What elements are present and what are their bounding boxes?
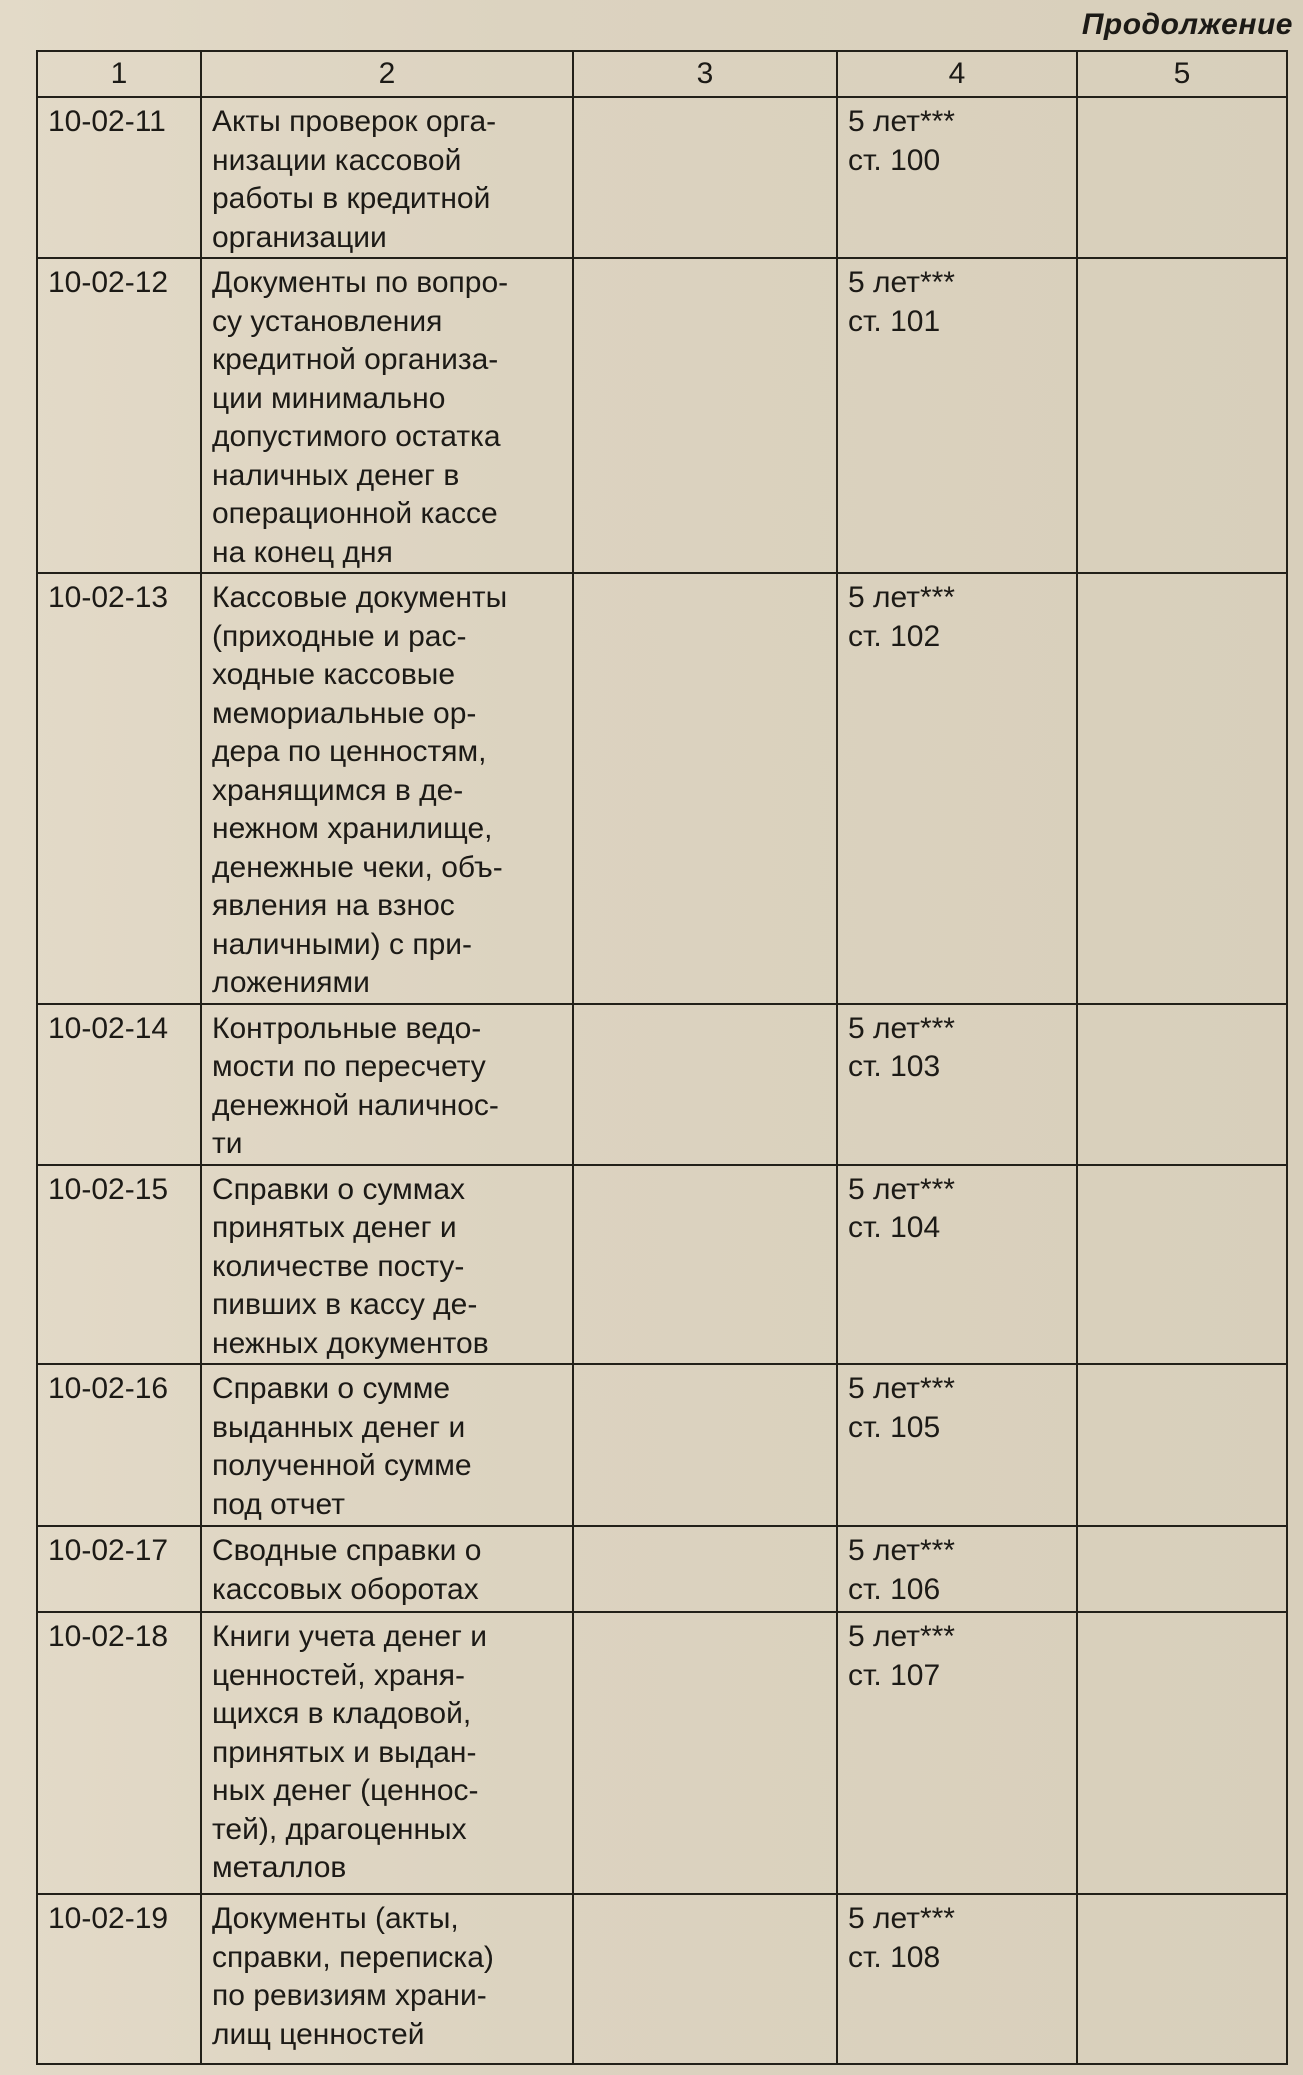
- article-code: 10-02-16: [37, 1364, 201, 1526]
- column-header-5: 5: [1077, 51, 1287, 97]
- empty-cell-col5: [1077, 258, 1287, 573]
- continuation-label: Продолжение: [1081, 8, 1293, 41]
- empty-cell-col3: [573, 1004, 837, 1165]
- article-reference: ст. 107: [848, 1658, 941, 1692]
- table-row: [37, 573, 1287, 1004]
- empty-cell-col5: [1077, 1364, 1287, 1526]
- article-code: 10-02-11: [37, 97, 201, 258]
- retention-term: 5 лет***: [848, 1011, 955, 1045]
- column-header-3: 3: [573, 51, 837, 97]
- empty-cell-col5: [1077, 1894, 1287, 2064]
- retention-cell: [837, 1165, 1077, 1365]
- retention-cell: [837, 1894, 1077, 2064]
- empty-cell-col3: [573, 1894, 837, 2064]
- article-reference: ст. 106: [848, 1572, 941, 1606]
- table-row: [37, 258, 1287, 573]
- records-table: [36, 50, 1288, 2065]
- empty-cell-col3: [573, 573, 837, 1004]
- empty-cell-col5: [1077, 1612, 1287, 1894]
- article-reference: ст. 105: [848, 1410, 941, 1444]
- header-row: [37, 51, 1287, 97]
- retention-cell: [837, 1526, 1077, 1612]
- article-reference: ст. 102: [848, 619, 941, 653]
- empty-cell-col3: [573, 1612, 837, 1894]
- retention-term: 5 лет***: [848, 1902, 955, 1935]
- article-code: 10-02-19: [37, 1894, 201, 2064]
- retention-cell: [837, 1612, 1077, 1894]
- document-description: Контрольные ведо- мости по пересчету денежной наличнос- ти: [201, 1004, 573, 1165]
- retention-term: 5 лет***: [848, 1620, 955, 1653]
- document-description: Справки о суммах принятых денег и количестве посту- пивших в кассу де- нежных документов: [201, 1165, 573, 1365]
- article-code: 10-02-18: [37, 1612, 201, 1894]
- retention-cell: [837, 573, 1077, 1004]
- table-row: [37, 97, 1287, 258]
- table-row: [37, 1612, 1287, 1894]
- table-row: [37, 1364, 1287, 1526]
- article-code: 10-02-15: [37, 1165, 201, 1365]
- retention-term: 5 лет***: [848, 1534, 955, 1567]
- document-description: Акты проверок орга- низации кассовой работы в кредитной организации: [201, 97, 573, 258]
- empty-cell-col3: [573, 1165, 837, 1365]
- empty-cell-col5: [1077, 573, 1287, 1004]
- article-code: 10-02-14: [37, 1004, 201, 1165]
- document-description: Кассовые документы (приходные и рас- ходные кассовые мемориальные ор- дера по ценностям, хранящимся в де- нежном хранилище, денежные чеки, объ- явления на взнос наличными) с при- ложениями: [201, 573, 573, 1004]
- table-row: [37, 1526, 1287, 1612]
- article-code: 10-02-12: [37, 258, 201, 573]
- article-reference: ст. 103: [848, 1050, 941, 1083]
- article-reference: ст. 104: [848, 1211, 941, 1244]
- document-description: Книги учета денег и ценностей, храня- щихся в кладовой, принятых и выдан- ных денег (ценнос- тей), драгоценных металлов: [201, 1612, 573, 1894]
- table-row: [37, 1894, 1287, 2064]
- column-header-4: 4: [837, 51, 1077, 97]
- empty-cell-col3: [573, 258, 837, 573]
- article-reference: ст. 100: [848, 143, 941, 177]
- retention-term: 5 лет***: [848, 105, 955, 138]
- article-code: 10-02-13: [37, 573, 201, 1004]
- retention-cell: [837, 1004, 1077, 1165]
- retention-term: 5 лет***: [848, 1172, 955, 1206]
- retention-cell: [837, 258, 1077, 573]
- empty-cell-col5: [1077, 97, 1287, 258]
- empty-cell-col3: [573, 1526, 837, 1612]
- empty-cell-col5: [1077, 1165, 1287, 1365]
- document-description: Справки о сумме выданных денег и полученной сумме под отчет: [201, 1364, 573, 1526]
- empty-cell-col5: [1077, 1526, 1287, 1612]
- column-header-2: 2: [201, 51, 573, 97]
- article-reference: ст. 108: [848, 1940, 941, 1974]
- retention-cell: [837, 1364, 1077, 1526]
- retention-term: 5 лет***: [848, 581, 955, 614]
- document-description: Документы (акты, справки, переписка) по ревизиям храни- лищ ценностей: [201, 1894, 573, 2064]
- article-code: 10-02-17: [37, 1526, 201, 1612]
- retention-term: 5 лет***: [848, 266, 955, 299]
- empty-cell-col3: [573, 1364, 837, 1526]
- retention-term: 5 лет***: [848, 1372, 955, 1405]
- empty-cell-col5: [1077, 1004, 1287, 1165]
- empty-cell-col3: [573, 97, 837, 258]
- document-description: Сводные справки о кассовых оборотах: [201, 1526, 573, 1612]
- table-row: [37, 1165, 1287, 1365]
- table-row: [37, 1004, 1287, 1165]
- column-header-1: 1: [37, 51, 201, 97]
- article-reference: ст. 101: [848, 304, 941, 338]
- retention-cell: [837, 97, 1077, 258]
- document-description: Документы по вопро- су установления кредитной организа- ции минимально допустимого остатка наличных денег в операционной кассе на конец дня: [201, 258, 573, 573]
